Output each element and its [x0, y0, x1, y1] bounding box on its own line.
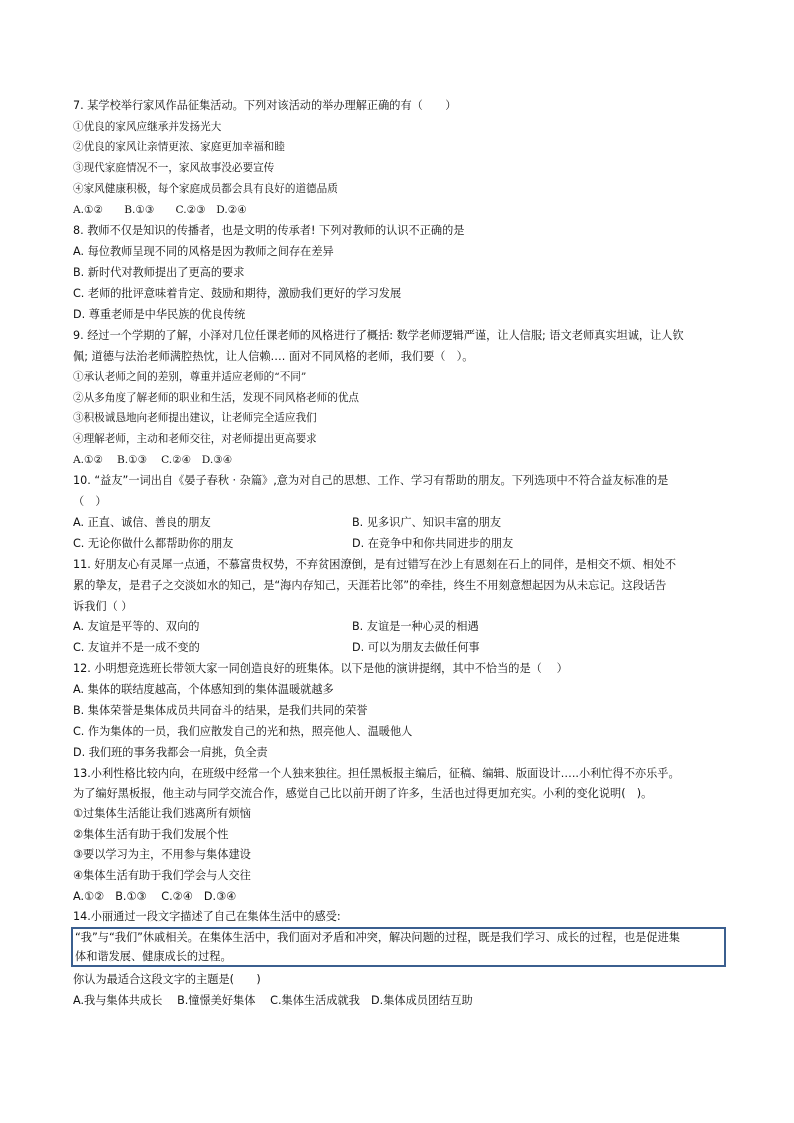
q9-stem-line2: 佩; 道德与法治老师满腔热忱，让人信赖…. 面对不同风格的老师，我们要（ ）。 [73, 350, 474, 363]
q7-options: A.①② B.①③ C.②③ D.②④ [73, 204, 247, 216]
q10-option-c: C. 无论你做什么都帮助你的朋友 [73, 537, 234, 550]
q14-stem: 14.小丽通过一段文字描述了自己在集体生活中的感受: [73, 910, 341, 923]
q9-options: A.①② B.①③ C.②④ D.③④ [73, 454, 233, 466]
q10-stem-line1: 10. “益友”一词出自《晏子春秋 · 杂篇》,意为对自己的思想、工作、学习有帮助的朋友。下列选项中不符合益友标准的是 [73, 474, 669, 487]
q8-option-b: B. 新时代对教师提出了更高的要求 [73, 266, 245, 279]
q12-option-c: C. 作为集体的一员，我们应散发自己的光和热，照亮他人、温暖他人 [73, 725, 413, 738]
q10-stem-line2: （ ） [73, 495, 107, 508]
q14-quote-box [71, 927, 726, 967]
q7-item-3: ③现代家庭情况不一，家风故事没必要宣传 [73, 162, 275, 174]
q10-option-a: A. 正直、诚信、善良的朋友 [73, 516, 211, 529]
q14-quote-line1: “我”与“我们”休戚相关。在集体生活中，我们面对矛盾和冲突，解决问题的过程，既是我们学习、成长的过程，也是促进集 [75, 931, 680, 944]
q10-option-b: B. 见多识广、知识丰富的朋友 [352, 516, 502, 529]
q14-question: 你认为最适合这段文字的主题是( ) [73, 973, 261, 986]
q10-option-d: D. 在竞争中和你共同进步的朋友 [352, 537, 514, 550]
q12-stem: 12. 小明想竞选班长带领大家一同创造良好的班集体。以下是他的演讲提纲，其中不恰当的是（ ） [73, 662, 568, 675]
q8-option-d: D. 尊重老师是中华民族的优良传统 [73, 308, 246, 321]
q13-item-3: ③要以学习为主，不用参与集体建设 [73, 848, 251, 861]
q11-option-b: B. 友谊是一种心灵的相遇 [352, 620, 479, 633]
q12-option-a: A. 集体的联结度越高，个体感知到的集体温暖就越多 [73, 683, 334, 696]
q8-stem: 8. 教师不仅是知识的传播者，也是文明的传承者! 下列对教师的认识不正确的是 [73, 224, 465, 237]
q13-options: A.①② B.①③ C.②④ D.③④ [73, 890, 237, 903]
q7-stem: 7. 某学校举行家风作品征集活动。下列对该活动的举办理解正确的有（ ） [73, 99, 457, 112]
q13-stem-line1: 13.小利性格比较内向，在班级中经常一个人独来独往。担任黑板报主编后，征稿、编辑、版面设计…..小利忙得不亦乐乎。 [73, 767, 680, 780]
q12-option-d: D. 我们班的事务我都会一肩挑，负全责 [73, 746, 268, 759]
q11-stem-line3: 诉我们（ ） [73, 600, 133, 613]
q13-item-1: ①过集体生活能让我们逃离所有烦恼 [73, 807, 251, 820]
q11-option-c: C. 友谊并不是一成不变的 [73, 641, 200, 654]
q8-option-a: A. 每位教师呈现不同的风格是因为教师之间存在差异 [73, 245, 334, 258]
q14-quote-line2: 体和谐发展、健康成长的过程。 [75, 950, 232, 963]
q8-option-c: C. 老师的批评意味着肯定、鼓励和期待，激励我们更好的学习发展 [73, 287, 402, 300]
q13-item-2: ②集体生活有助于我们发展个性 [73, 828, 229, 841]
q14-options: A.我与集体共成长 B.憧憬美好集体 C.集体生活成就我 D.集体成员团结互助 [73, 994, 473, 1007]
q13-stem-line2: 为了编好黑板报，他主动与同学交流合作，感觉自己比以前开朗了许多，生活也过得更加充实。小利的变化说明( )。 [73, 787, 653, 800]
q11-stem-line2: 累的挚友，是君子之交淡如水的知己，是“海内存知己，天涯若比邻”的牵挂，终生不用刻意想起因为从未忘记。这段话告 [73, 579, 667, 592]
q9-item-4: ④理解老师，主动和老师交往，对老师提出更高要求 [73, 433, 317, 445]
q7-item-1: ①优良的家风应继承并发扬光大 [73, 121, 222, 133]
q11-option-d: D. 可以为朋友去做任何事 [352, 641, 480, 654]
q9-item-1: ①承认老师之间的差别，尊重并适应老师的“不同” [73, 371, 307, 383]
q12-option-b: B. 集体荣誉是集体成员共同奋斗的结果，是我们共同的荣誉 [73, 704, 368, 717]
q13-item-4: ④集体生活有助于我们学会与人交往 [73, 869, 251, 882]
q11-stem-line1: 11. 好朋友心有灵犀一点通，不慕富贵权势，不弃贫困潦倒，是有过错写在沙上有恩刻在石上的同伴，是相交不烦、相处不 [73, 558, 677, 571]
q7-item-2: ②优良的家风让亲情更浓、家庭更加幸福和睦 [73, 141, 285, 153]
q9-stem-line1: 9. 经过一个学期的了解，小泽对几位任课老师的风格进行了概括: 数学老师逻辑严谨，让人信服; 语文老师真实坦诚，让人钦 [73, 329, 684, 342]
q7-item-4: ④家风健康积极，每个家庭成员都会具有良好的道德品质 [73, 183, 338, 195]
q9-item-2: ②从多角度了解老师的职业和生活，发现不同风格老师的优点 [73, 392, 360, 404]
q11-option-a: A. 友谊是平等的、双向的 [73, 620, 200, 633]
q9-item-3: ③积极诚恳地向老师提出建议，让老师完全适应我们 [73, 412, 317, 424]
